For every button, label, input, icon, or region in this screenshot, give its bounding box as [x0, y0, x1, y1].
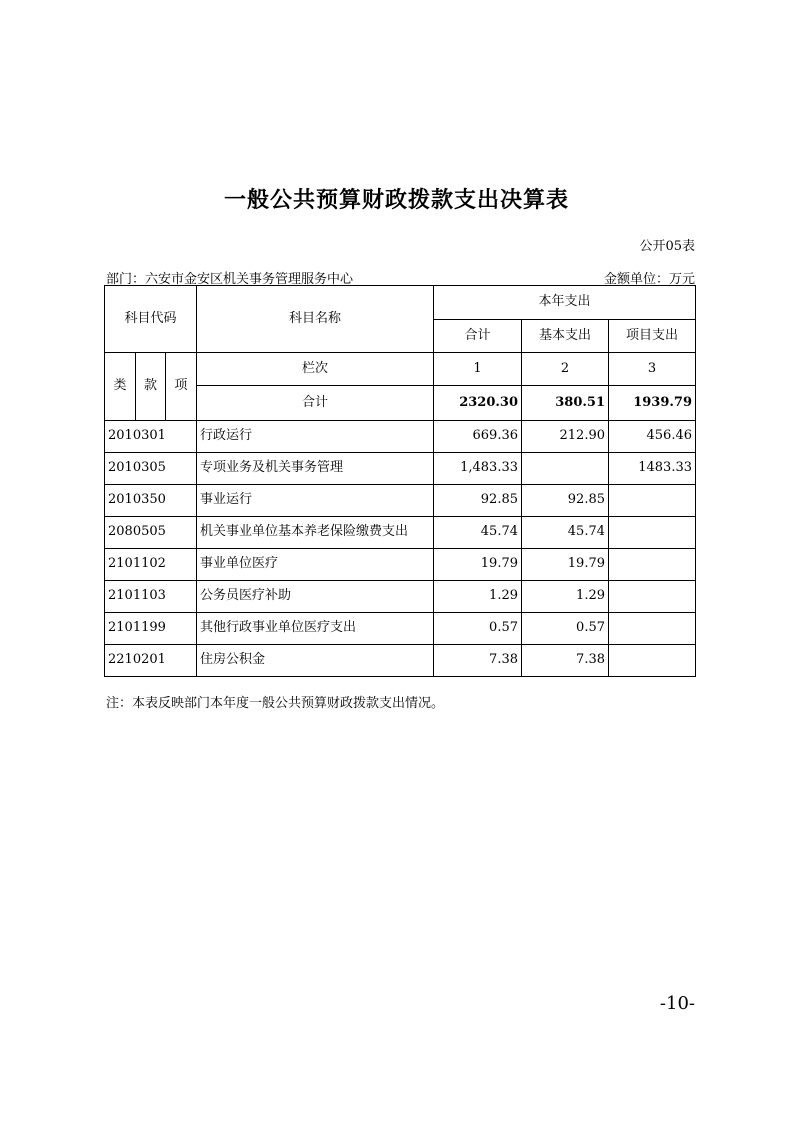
- row-project: [609, 613, 696, 645]
- header-row-1: [105, 286, 696, 320]
- row-code: 2210201: [105, 645, 197, 677]
- row-project: 1483.33: [609, 453, 696, 485]
- row-project: [609, 645, 696, 677]
- sum-basic: 380.51: [522, 386, 609, 421]
- row-basic: 19.79: [522, 549, 609, 581]
- row-total: 1.29: [434, 581, 522, 613]
- row-subject-name: 事业运行: [197, 485, 434, 517]
- row-subject-name: 行政运行: [197, 421, 434, 453]
- table-row: [105, 453, 696, 485]
- amount-unit-label: 金额单位：万元: [603, 272, 695, 287]
- row-code: 2080505: [105, 517, 197, 549]
- row-basic: 0.57: [522, 613, 609, 645]
- table-row: [105, 581, 696, 613]
- row-code: 2101103: [105, 581, 197, 613]
- row-total: 45.74: [434, 517, 522, 549]
- row-basic: 212.90: [522, 421, 609, 453]
- header-basic: 基本支出: [522, 320, 609, 353]
- row-basic: 92.85: [522, 485, 609, 517]
- row-basic: 7.38: [522, 645, 609, 677]
- header-kuan: 款: [136, 353, 166, 421]
- row-project: [609, 549, 696, 581]
- row-code: 2010305: [105, 453, 197, 485]
- row-code: 2010301: [105, 421, 197, 453]
- row-subject-name: 专项业务及机关事务管理: [197, 453, 434, 485]
- table-row: [105, 613, 696, 645]
- row-total: 19.79: [434, 549, 522, 581]
- table-row: [105, 421, 696, 453]
- row-basic: 45.74: [522, 517, 609, 549]
- form-number: 公开05表: [639, 239, 695, 254]
- column-index-row: [105, 353, 696, 386]
- row-project: [609, 485, 696, 517]
- header-project: 项目支出: [609, 320, 696, 353]
- row-basic: [522, 453, 609, 485]
- table-row: [105, 645, 696, 677]
- header-xiang: 项: [166, 353, 197, 421]
- header-lei: 类: [105, 353, 136, 421]
- sum-label: 合计: [197, 386, 434, 421]
- header-subject-name: 科目名称: [197, 286, 434, 353]
- sum-total: 2320.30: [434, 386, 522, 421]
- page-title: 一般公共预算财政拨款支出决算表: [223, 188, 569, 213]
- table-note: 注：本表反映部门本年度一般公共预算财政拨款支出情况。: [106, 696, 445, 711]
- table-row: [105, 517, 696, 549]
- row-total: 0.57: [434, 613, 522, 645]
- row-total: 669.36: [434, 421, 522, 453]
- row-subject-name: 事业单位医疗: [197, 549, 434, 581]
- row-code: 2010350: [105, 485, 197, 517]
- row-subject-name: 公务员医疗补助: [197, 581, 434, 613]
- column-index-2: 2: [522, 353, 609, 386]
- row-code: 2101102: [105, 549, 197, 581]
- row-subject-name: 其他行政事业单位医疗支出: [197, 613, 434, 645]
- header-expense-group: 本年支出: [434, 286, 696, 320]
- sum-project: 1939.79: [609, 386, 696, 421]
- row-subject-name: 住房公积金: [197, 645, 434, 677]
- header-total: 合计: [434, 320, 522, 353]
- column-index-3: 3: [609, 353, 696, 386]
- table-row: [105, 485, 696, 517]
- row-total: 7.38: [434, 645, 522, 677]
- table-row: [105, 549, 696, 581]
- row-project: 456.46: [609, 421, 696, 453]
- row-project: [609, 517, 696, 549]
- row-total: 92.85: [434, 485, 522, 517]
- row-code: 2101199: [105, 613, 197, 645]
- header-code-group: 科目代码: [105, 286, 197, 353]
- row-total: 1,483.33: [434, 453, 522, 485]
- expenditure-table: [104, 285, 696, 677]
- column-index-label: 栏次: [197, 353, 434, 386]
- column-index-1: 1: [434, 353, 522, 386]
- department-label: 部门：六安市金安区机关事务管理服务中心: [106, 272, 354, 287]
- row-basic: 1.29: [522, 581, 609, 613]
- page-number: -10-: [659, 993, 695, 1014]
- row-subject-name: 机关事业单位基本养老保险缴费支出: [197, 517, 434, 549]
- row-project: [609, 581, 696, 613]
